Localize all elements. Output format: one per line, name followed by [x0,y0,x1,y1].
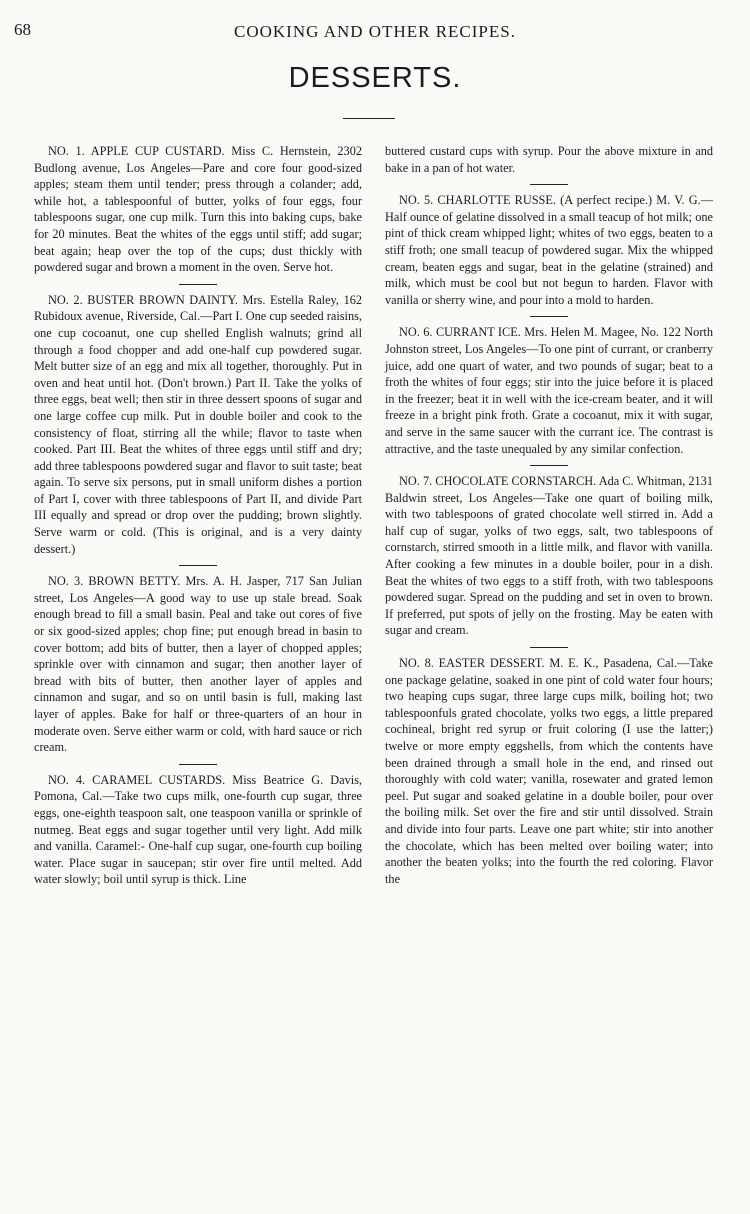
recipe-4 [34,772,362,888]
recipe-divider [179,284,217,285]
page-header [0,18,750,48]
recipe-text: Mrs. Helen M. Magee, No. 122 North Johnston street, Los Angeles—To one pint of currant, or cranberry juice, add one quart of water, and two pounds of sugar; beat to a froth the whites of four eggs; stir into the juice before it is placed in the freezer; beat it in well with the ice-cream beater, and it will freeze in a bright pink froth. Grate a cocoanut, mix it with sugar, and serve in the same saucer with the currant ice. The contrast is attractive, and the taste unequaled by any similar confection. [385,325,713,456]
page-number: 68 [14,20,31,39]
recipe-text: M. E. K., Pasadena, Cal.—Take one package gelatine, soaked in one pint of cold water four hours; two heaping cups sugar, three large cups milk, boiling hot; two tablespoonfuls grated chocolate, yolks two eggs, a little prepared cochineal, bright red syrup or fruit coloring (I use the latter;) twelve or more empty eggshells, from which the contents have been drained through a small hole in the end, and rinsed out thoroughly with cold water; vanilla, rosewater and grated lemon peel. Put sugar and soaked gelatine in a double boiler, pour over the boiling milk. Set over the fire and stir until dissolved. Strain and divide into four parts. Leave one part white; stir into another the chocolate, which has been melted over boiling water; into another the beaten yolks; into the fourth the red coloring. Flavor the [385,656,714,886]
recipe-heading: NO. 8. EASTER DESSERT. [399,656,545,671]
recipe-divider [179,764,217,765]
recipe-heading: NO. 2. BUSTER BROWN DAINTY. [48,292,238,307]
recipe-heading: NO. 5. CHARLOTTE RUSSE. [399,193,556,208]
recipe-8 [385,655,713,887]
recipe-divider [530,465,568,466]
recipe-heading: NO. 4. CARAMEL CUSTARDS. [48,772,226,787]
recipe-text: Miss Beatrice G. Davis, Pomona, Cal.—Take two cups milk, one-fourth cup sugar, three eggs, one-eighth teaspoon salt, one teaspoon vanilla or sprinkle of nutmeg. Beat eggs and sugar together until very light. Add milk and vanilla. Caramel:- One-half cup sugar, one-fourth cup boiling water. Place sugar in saucepan; stir over fire until melted. Add water slowly; boil until syrup is thick. Line [34,772,363,887]
recipe-7 [385,473,713,639]
recipe-heading: NO. 3. BROWN BETTY. [48,574,181,589]
title-divider [343,118,395,119]
recipe-text: (A perfect recipe.) M. V. G.—Half ounce of gelatine dissolved in a small teacup of hot milk; one pint of thick cream whipped light; whites of two eggs, beaten to a stiff froth; one small teacup of powdered sugar. Mix the whipped cream, beaten eggs and sugar, beat in the gelatine (strained) and milk, which must be cool but not begun to harden. Flavor with vanilla or sherry wine, and pour into a mold to harden. [385,193,714,307]
recipe-divider [530,316,568,317]
recipe-text: Ada C. Whitman, 2131 Baldwin street, Los Angeles—Take one quart of boiling milk, with two tablespoons of grated chocolate well stirred in. Add a half cup of sugar, yolks of two eggs, salt, two tablespoons of cornstarch, stirred smooth in a little milk, and flavor with vanilla. After cooking a few minutes in a double boiler, pour in a dish. Beat the whites of two eggs to a stiff froth, with two tablespoons powdered sugar. Spread on the pudding and set in oven to brown. If preferred, put spots of jelly on the frosting. May be eaten with sugar and cream. [385,474,713,638]
recipe-divider [530,184,568,185]
recipe-heading: NO. 1. APPLE CUP CUSTARD. [48,144,225,158]
recipe-divider [530,647,568,648]
recipe-6 [385,324,713,457]
recipe-4-continued [385,143,713,176]
recipe-2 [34,292,362,558]
recipe-5 [385,192,713,308]
recipe-text: Miss C. Hernstein, 2302 Budlong avenue, Los Angeles—Pare and core four good-sized apples; steam them until tender; press through a colander; add, while hot, a tablespoonful of butter, yolks of four eggs, four tablespoons sugar, one cup milk. Turn this into baking cups, bake for 20 minutes. Beat the whites of the eggs until stiff; add sugar; beat again; heap over the top of the cups; dust thickly with powdered sugar and brown a moment in the oven. Serve hot. [34,144,362,275]
recipe-heading: NO. 6. CURRANT ICE. [399,325,521,340]
right-column [385,143,713,895]
recipe-divider [179,565,217,566]
running-title: COOKING AND OTHER RECIPES. [234,22,516,41]
left-column [34,143,362,896]
section-title: DESSERTS. [288,62,462,94]
recipe-text: buttered custard cups with syrup. Pour the above mixture in and bake in a pan of hot water. [385,144,713,175]
recipe-3 [34,573,362,756]
recipe-heading: NO. 7. CHOCOLATE CORNSTARCH. [399,474,597,489]
recipe-text: Mrs. Estella Raley, 162 Rubidoux avenue, Riverside, Cal.—Part I. One cup seeded raisins, one cup cocoanut, one cup shelled English walnuts; grind all through a food chopper and add one-half cup powdered sugar. Melt butter size of an egg and mix all together, thoroughly. Put in oven and heat until hot. (Don't brown.) Part II. Take the yolks of three eggs, beat well; then stir in three dessert spoons of sugar and one large coffee cup milk. Put in double boiler and cook to the consistency of float, stirring all the while; flavor to taste when cooked. Part III. Beat the whites of three eggs until stiff and dry; add three tablespoons powdered sugar and flavor to suit taste; beat again. To serve six persons, put in small uniform dishes a portion of Part I, cover with three tablespoons of Part II, and divide Part III equally and spread or drop over the pudding; brown slightly. Serve warm or cold. (This is original, and is a very dainty dessert.) [34,292,363,556]
recipe-1 [34,143,362,276]
recipe-text: Mrs. A. H. Jasper, 717 San Julian street, Los Angeles—A good way to use up stale bread. Soak enough bread to fill a small basin. Peal and take out cores of five or six good-sized apples; chop fine; put enough bread in basin to cover bottom; add bits of butter, then a layer of chopped apples; sprinkle over with cinnamon and sugar; then another layer of bread with bits of butter, then another layer of apples and cinnamon and sugar, and so on until basin is full, making last layer of apples. Bake for half or three-quarters of an hour in moderate oven. Serve either warm or cold, with hard sauce or rich cream. [34,574,362,755]
